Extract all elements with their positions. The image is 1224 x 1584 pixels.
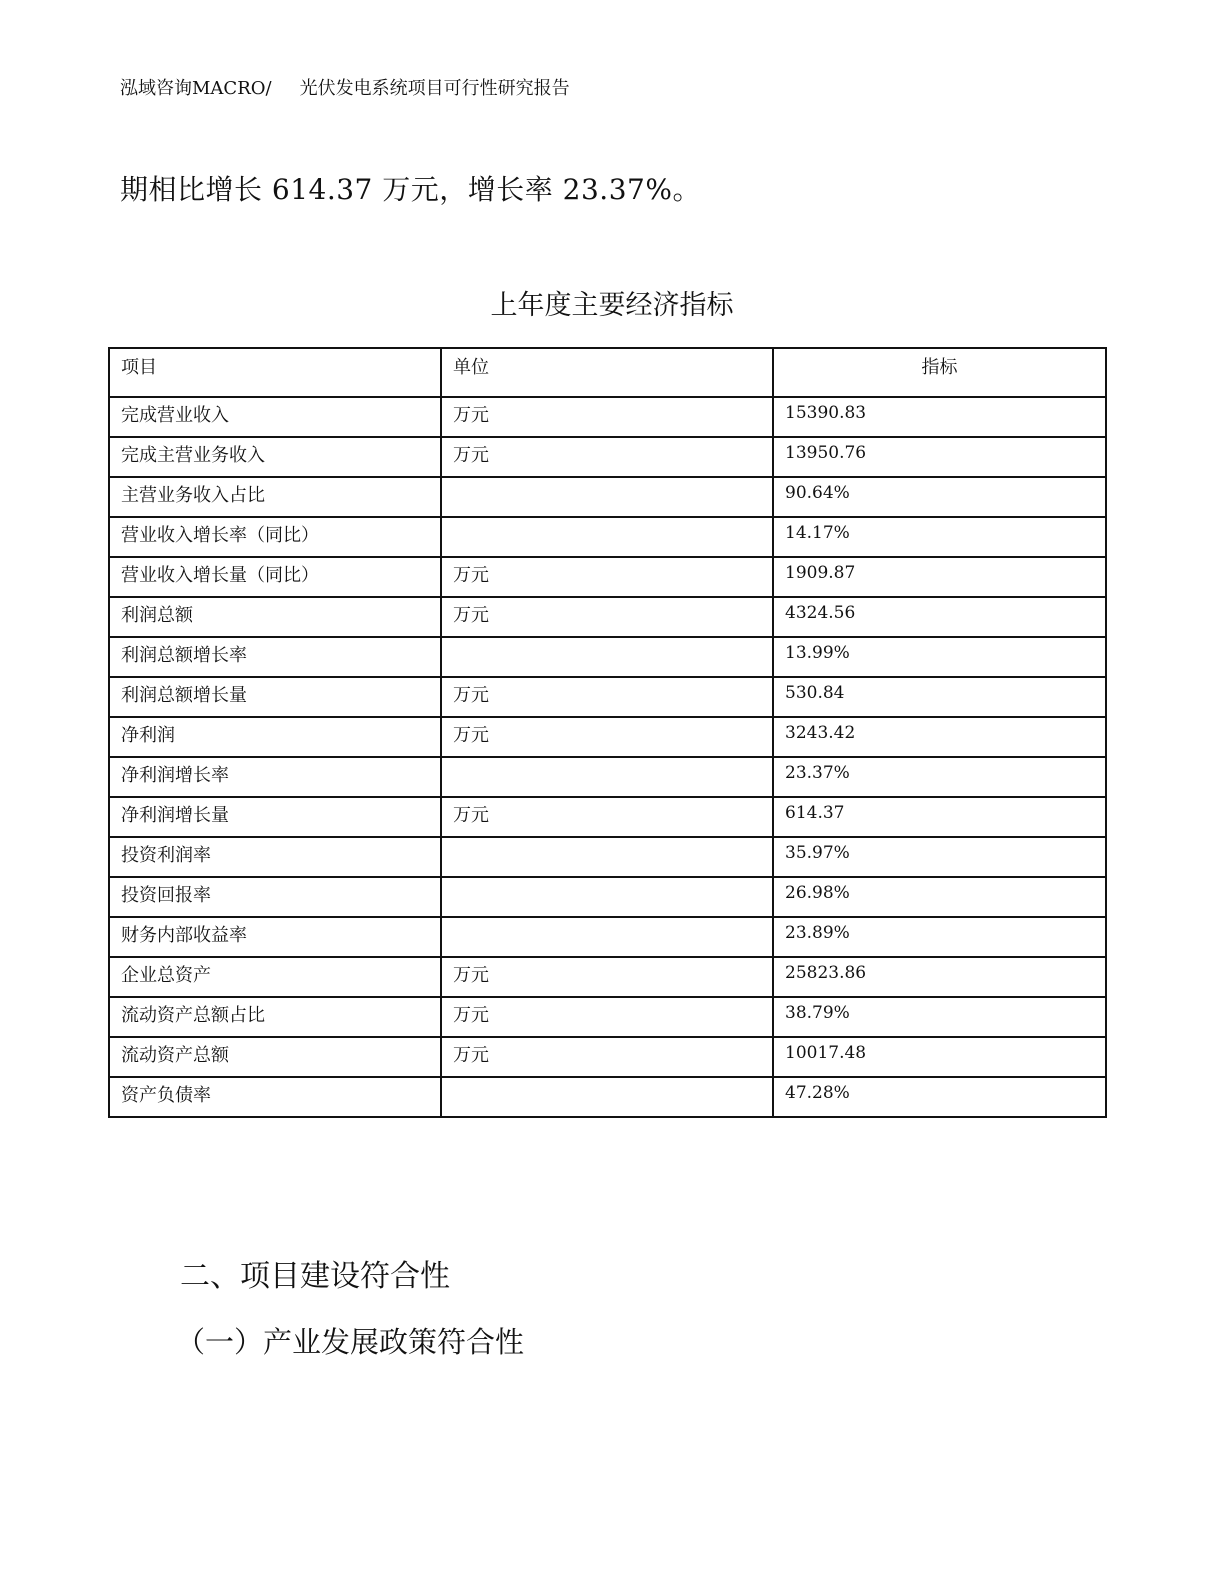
- cell-value: 90.64%: [773, 477, 1106, 517]
- cell-item: 营业收入增长量（同比）: [109, 557, 441, 597]
- cell-value: 26.98%: [773, 877, 1106, 917]
- page-header: [120, 74, 570, 100]
- cell-value: 614.37: [773, 797, 1106, 837]
- cell-item: 财务内部收益率: [109, 917, 441, 957]
- header-doc-title: 光伏发电系统项目可行性研究报告: [299, 78, 570, 99]
- table-row: [109, 877, 1106, 917]
- column-header-value: 指标: [773, 348, 1106, 397]
- cell-item: 企业总资产: [109, 957, 441, 997]
- cell-unit: [441, 477, 773, 517]
- cell-item: 资产负债率: [109, 1077, 441, 1117]
- cell-item: 投资回报率: [109, 877, 441, 917]
- table-row: [109, 837, 1106, 877]
- cell-unit: [441, 837, 773, 877]
- table-row: [109, 957, 1106, 997]
- table-row: [109, 1077, 1106, 1117]
- cell-value: 530.84: [773, 677, 1106, 717]
- cell-item: 主营业务收入占比: [109, 477, 441, 517]
- cell-item: 营业收入增长率（同比）: [109, 517, 441, 557]
- cell-value: 35.97%: [773, 837, 1106, 877]
- cell-item: 完成主营业务收入: [109, 437, 441, 477]
- table-row: [109, 1037, 1106, 1077]
- cell-item: 净利润: [109, 717, 441, 757]
- table-row: [109, 917, 1106, 957]
- cell-item: 利润总额增长量: [109, 677, 441, 717]
- cell-value: 4324.56: [773, 597, 1106, 637]
- column-header-unit: 单位: [441, 348, 773, 397]
- cell-value: 10017.48: [773, 1037, 1106, 1077]
- cell-value: 38.79%: [773, 997, 1106, 1037]
- cell-value: 13.99%: [773, 637, 1106, 677]
- cell-value: 13950.76: [773, 437, 1106, 477]
- cell-unit: [441, 877, 773, 917]
- table-row: [109, 517, 1106, 557]
- cell-value: 23.89%: [773, 917, 1106, 957]
- cell-value: 3243.42: [773, 717, 1106, 757]
- cell-item: 利润总额: [109, 597, 441, 637]
- table-row: [109, 717, 1106, 757]
- cell-item: 流动资产总额: [109, 1037, 441, 1077]
- table-row: [109, 397, 1106, 437]
- cell-value: 47.28%: [773, 1077, 1106, 1117]
- cell-value: 25823.86: [773, 957, 1106, 997]
- cell-unit: 万元: [441, 717, 773, 757]
- table-row: [109, 637, 1106, 677]
- cell-value: 23.37%: [773, 757, 1106, 797]
- cell-item: 净利润增长量: [109, 797, 441, 837]
- table-row: [109, 797, 1106, 837]
- cell-unit: 万元: [441, 597, 773, 637]
- cell-unit: 万元: [441, 397, 773, 437]
- cell-unit: [441, 517, 773, 557]
- table-header-row: [109, 348, 1106, 397]
- cell-item: 投资利润率: [109, 837, 441, 877]
- cell-item: 流动资产总额占比: [109, 997, 441, 1037]
- cell-unit: 万元: [441, 997, 773, 1037]
- table-row: [109, 437, 1106, 477]
- cell-unit: 万元: [441, 557, 773, 597]
- cell-item: 利润总额增长率: [109, 637, 441, 677]
- cell-unit: [441, 917, 773, 957]
- cell-unit: [441, 637, 773, 677]
- header-brand: 泓域咨询MACRO/: [120, 78, 272, 99]
- cell-unit: [441, 757, 773, 797]
- cell-unit: 万元: [441, 957, 773, 997]
- table-row: [109, 677, 1106, 717]
- cell-item: 净利润增长率: [109, 757, 441, 797]
- economic-indicators-table: [108, 347, 1107, 1118]
- subsection-heading: （一）产业发展政策符合性: [176, 1325, 525, 1359]
- table-row: [109, 997, 1106, 1037]
- table-row: [109, 477, 1106, 517]
- cell-unit: 万元: [441, 797, 773, 837]
- cell-unit: 万元: [441, 437, 773, 477]
- section-heading: 二、项目建设符合性: [180, 1259, 450, 1294]
- cell-unit: 万元: [441, 677, 773, 717]
- table-title: 上年度主要经济指标: [490, 290, 734, 321]
- lead-paragraph: 期相比增长 614.37 万元，增长率 23.37%。: [120, 173, 701, 206]
- cell-value: 15390.83: [773, 397, 1106, 437]
- column-header-item: 项目: [109, 348, 441, 397]
- cell-value: 1909.87: [773, 557, 1106, 597]
- table-row: [109, 757, 1106, 797]
- cell-item: 完成营业收入: [109, 397, 441, 437]
- table-row: [109, 597, 1106, 637]
- cell-value: 14.17%: [773, 517, 1106, 557]
- cell-unit: [441, 1077, 773, 1117]
- table-row: [109, 557, 1106, 597]
- cell-unit: 万元: [441, 1037, 773, 1077]
